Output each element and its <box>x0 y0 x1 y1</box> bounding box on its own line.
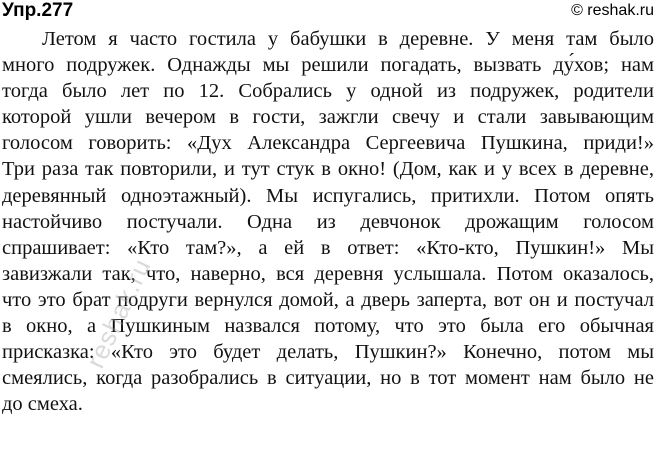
text-line: Летом я часто гостила у бабушки в деревне. У меня там было <box>42 28 654 50</box>
text-line: Три раза так повторили, и тут стук в окно! (Дом, как и у всех в деревне, <box>2 158 654 181</box>
text-line: голосом говорить: «Дух Александра Сергеевича Пушкина, приди!» <box>2 132 654 155</box>
text-line: присказка: «Кто это будет делать, Пушкин?» Конечно, потом мы <box>2 341 654 364</box>
text-line: которой ушли вечером в гости, зажгли свечу и стали завывающим <box>2 106 654 129</box>
text-line: спрашивает: «Кто там?», а ей в ответ: «Кто-кто, Пушкин!» Мы <box>2 236 654 259</box>
copyright-notice: © reshak.ru <box>571 2 654 19</box>
text-line: деревянный одноэтажный). Мы испугались, притихли. Потом опять <box>2 184 654 207</box>
text-line: что это брат подруги вернулся домой, а дверь заперта, вот он и постучал <box>2 288 654 311</box>
text-line: в окно, а Пушкиным назвался потому, что это была его обычная <box>2 315 654 338</box>
text-line: настойчиво постучали. Одна из девчонок дрожащим голосом <box>2 210 654 233</box>
exercise-text <box>2 26 654 417</box>
text-line: смеялись, когда разобрались в ситуации, но в тот момент нам было не <box>2 367 654 390</box>
text-line: много подружек. Однажды мы решили погадать, вызвать ду́хов; нам <box>2 54 654 77</box>
text-line: завизжали так, что, наверно, вся деревня услышала. Потом оказалось, <box>2 262 654 285</box>
text-line: тогда было лет по 12. Собрались у одной из подружек, родители <box>2 80 654 103</box>
text-line: до смеха. <box>2 393 83 416</box>
exercise-title: Упр.277 <box>2 0 74 21</box>
watermark: reshak.ru <box>80 253 157 373</box>
